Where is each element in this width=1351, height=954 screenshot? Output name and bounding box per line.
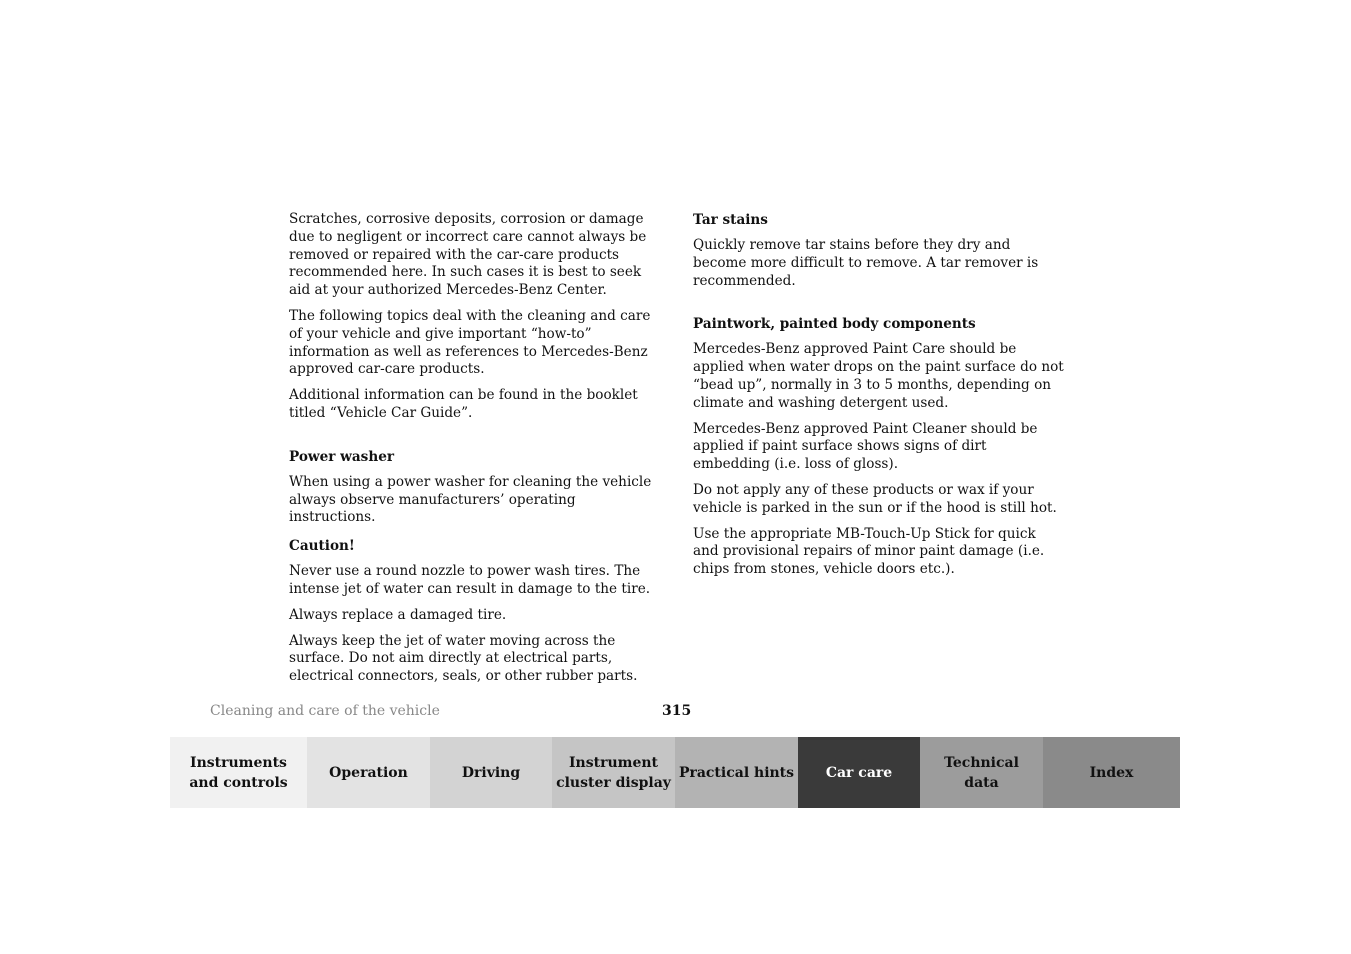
touch-up-text: Use the appropriate MB-Touch-Up Stick for quick and provisional repairs of minor paint damage (i.e. chips from stones, vehicle doors etc.). [693, 525, 1045, 578]
tab-practical-hints[interactable]: Practical hints [675, 737, 798, 808]
topics-paragraph: The following topics deal with the cleaning and care of your vehicle and give important “how-to” information as well as references to Mercedes-Benz approved car-care products. [289, 307, 651, 378]
power-washer-heading: Power washer [289, 448, 395, 465]
paintwork-heading: Paintwork, painted body components [693, 316, 976, 333]
tab-operation[interactable]: Operation [307, 737, 430, 808]
intro-paragraph: Scratches, corrosive deposits, corrosion or damage due to negligent or incorrect care cannot always be removed or repaired with the car-care products recommended here. In such cases it is best to seek aid at your authorized Mercedes-Benz Center. [289, 211, 647, 299]
tab-index[interactable]: Index [1043, 737, 1180, 808]
paint-cleaner-text: Mercedes-Benz approved Paint Cleaner should be applied if paint surface shows signs of dirt embedding (i.e. loss of gloss). [693, 420, 1038, 473]
tab-instruments-and-controls[interactable]: Instruments and controls [170, 737, 307, 808]
tab-technical-data[interactable]: Technical data [920, 737, 1043, 808]
power-washer-text: When using a power washer for cleaning the vehicle always observe manufacturers’ operating instructions. [289, 473, 652, 526]
page-number: 315 [662, 703, 692, 719]
no-wax-text: Do not apply any of these products or wax if your vehicle is parked in the sun or if the hood is still hot. [693, 481, 1057, 516]
tar-stains-text: Quickly remove tar stains before they dry and become more difficult to remove. A tar remover is recommended. [693, 237, 1039, 289]
caution-text-nozzle: Never use a round nozzle to power wash tires. The intense jet of water can result in damage to the tire. [289, 563, 651, 597]
caution-heading: Caution! [289, 538, 355, 555]
tab-car-care[interactable]: Car care [798, 737, 920, 808]
caution-text-replace: Always replace a damaged tire. [289, 606, 507, 623]
tab-instrument-cluster-display[interactable]: Instrument cluster display [552, 737, 675, 808]
booklet-paragraph: Additional information can be found in the booklet titled “Vehicle Car Guide”. [289, 387, 638, 421]
tab-driving[interactable]: Driving [430, 737, 552, 808]
chapter-nav [170, 737, 1180, 808]
caution-text-jet: Always keep the jet of water moving across the surface. Do not aim directly at electrical parts, electrical connectors, seals, or other rubber parts. [289, 632, 638, 685]
paint-care-text: Mercedes-Benz approved Paint Care should be applied when water drops on the paint surface do not “bead up”, normally in 3 to 5 months, depending on climate and washing detergent used. [693, 341, 1064, 411]
tar-stains-heading: Tar stains [693, 212, 768, 228]
right-column [693, 211, 1065, 587]
section-title: Cleaning and care of the vehicle [210, 703, 440, 719]
left-column [289, 211, 661, 694]
